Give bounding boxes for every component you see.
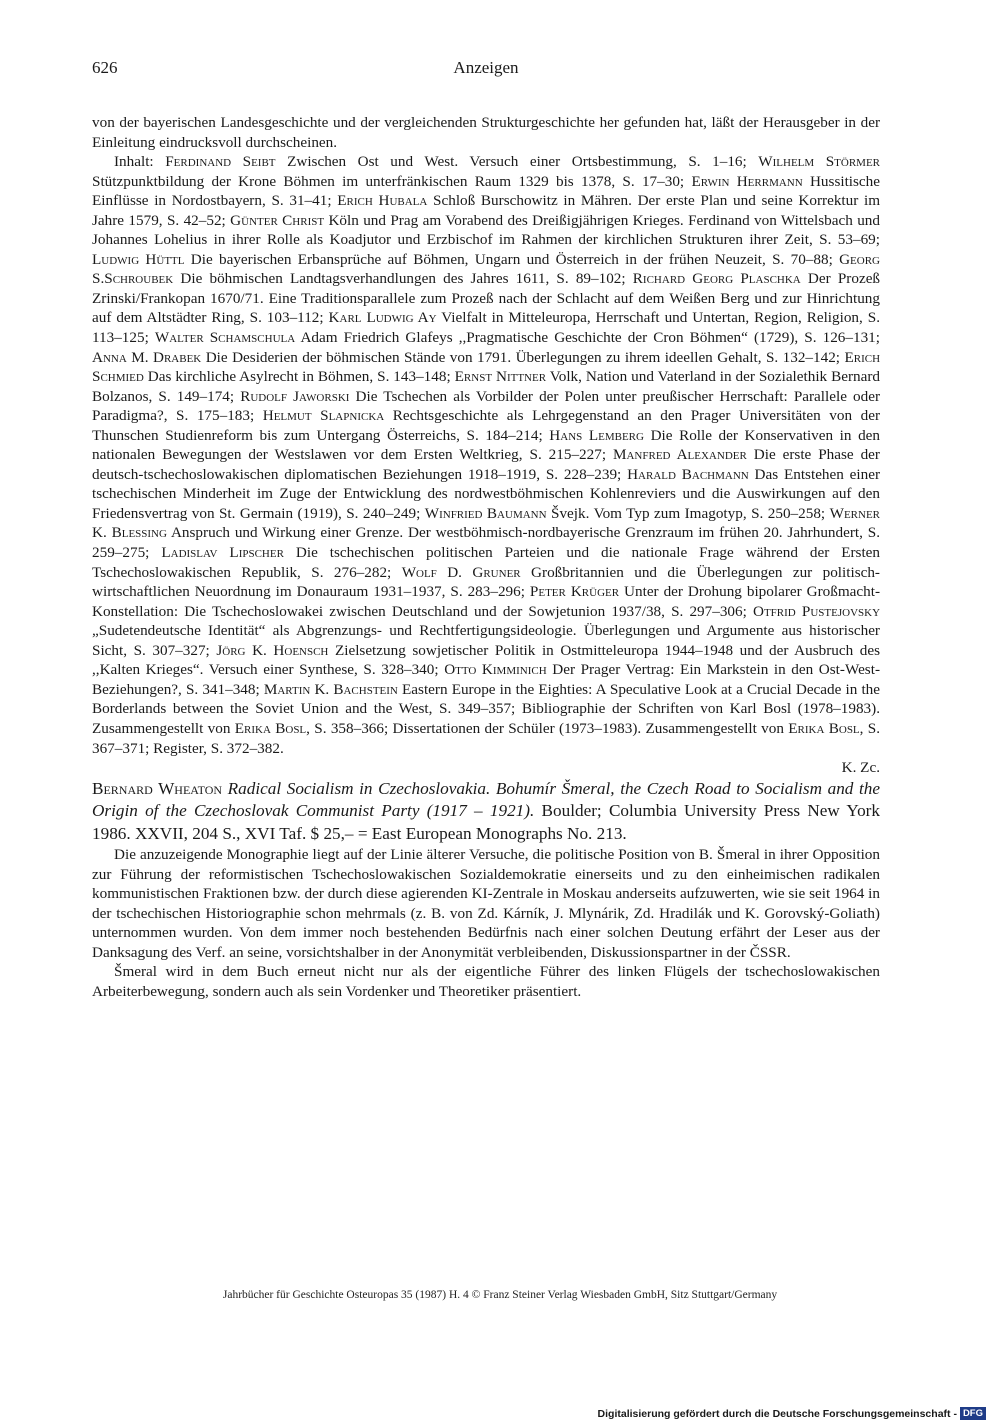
contents-entry-text: Die erste Phase der deutsch-tschechoslowakischen diplomatischen Beziehungen 1918–1919, S. 228–239;	[92, 446, 880, 483]
publication-details: Boulder; Columbia University Press New York 1986. XXVII, 204 S., XVI Taf. $ 25,– = East European Monographs No. 213.	[92, 801, 880, 843]
contents-author: Ladislav Lipscher	[161, 544, 284, 562]
contents-entry-text: Der Prager Vertrag: Ein Markstein in den Ost-West-Beziehungen?, S. 341–348;	[92, 661, 880, 698]
dfg-logo-icon: DFG	[960, 1407, 986, 1420]
contents-label: Inhalt:	[114, 153, 154, 171]
contents-entry-text: Zwischen Ost und West. Versuch einer Ortsbestimmung, S. 1–16;	[287, 153, 747, 171]
contents-author: Anna M. Drabek	[92, 348, 202, 366]
contents-entry-text: Die Rolle der Konservativen in den nationalen Bewegungen der Westslawen vor dem Ersten Weltkrieg, S. 215–227;	[92, 426, 880, 464]
contents-author: Erika Bosl	[788, 719, 860, 737]
contents-author: Winfried Baumann	[424, 504, 547, 522]
page-header	[92, 58, 880, 86]
contents-entry-text: Vielfalt in Mitteleuropa, Herrschaft und Untertan, Region, Religion, S. 113–125;	[92, 309, 880, 347]
contents-author: Richard Georg Plaschka	[632, 270, 801, 288]
book-title: Radical Socialism in Czechoslovakia. Bohumír Šmeral, the Czech Road to Socialism and the Origin of the Czechoslovak Communist Party (1917 – 1921).	[92, 778, 880, 821]
page-number: 626	[92, 58, 118, 77]
contents-author: Wilhelm Störmer	[758, 153, 881, 171]
contents-author: Günter Christ	[230, 211, 325, 229]
contents-author: Erwin Herrmann	[691, 172, 803, 190]
contents-entry-text: Die Tschechen als Vorbilder der Polen unter preußischer Herrschaft: Parallele oder Paradigma?, S. 175–183;	[92, 387, 881, 425]
page-footer: Jahrbücher für Geschichte Osteuropas 35 (1987) H. 4 © Franz Steiner Verlag Wiesbaden GmbH, Sitz Stuttgart/Germany	[222, 1289, 778, 1301]
contents-entry-text: , S. 358–366; Dissertationen der Schüler (1973–1983). Zusammengestellt von	[306, 719, 784, 737]
contents-author: Werner K. Blessing	[92, 504, 881, 542]
contents-entry-text: Die böhmischen Landtagsverhandlungen des Jahres 1611, S. 89–102;	[180, 270, 626, 288]
contents-author: Ferdinand Seibt	[165, 153, 276, 171]
dfg-funding-text: Digitalisierung gefördert durch die Deutsche Forschungsgemeinschaft -	[597, 1407, 957, 1420]
contents-entry-text: Stützpunktbildung der Krone Böhmen im unterfränkischen Raum 1329 bis 1378, S. 17–30;	[92, 172, 685, 190]
contents-author: Helmut Slapnicka	[262, 407, 385, 425]
contents-entry-text: , S. 367–371; Register, S. 372–382.	[92, 719, 881, 757]
contents-author: Karl Ludwig Ay	[328, 309, 437, 327]
contents-entry-text: Rechtsgeschichte als Lehrgegenstand an den Prager Universitäten von der Thunschen Studienreform bis zum Untergang Österreichs, S. 184–214;	[92, 407, 880, 444]
contents-entry-text: Großbritannien und die Überlegungen zur politisch-wirtschaftlichen Neuordnung im Donauraum 1931–1937, S. 283–296;	[92, 563, 880, 601]
contents-entry-text: Die tschechischen politischen Parteien und die nationale Frage während der Ersten Tschechoslowakischen Republik, S. 276–282;	[92, 544, 881, 581]
contents-author: Manfred Alexander	[612, 446, 747, 464]
contents-entry-text: Zielsetzung sowjetischer Politik in Ostmitteleuropa 1944–1948 und der Ausbruch des ,,Kalten Krieges“. Versuch einer Synthese, S. 328–340;	[92, 641, 881, 679]
contents-author: Rudolf Jaworski	[240, 387, 350, 405]
contents-entry-text: „Sudetendeutsche Identität“ als Abgrenzungs- und Rechtfertigungsideologie. Überlegungen und Argumente aus historischer Sicht, S. 307–327;	[92, 622, 880, 659]
contents-entry-text: Švejk. Vom Typ zum Imagotyp, S. 250–258;	[551, 504, 826, 522]
contents-author: Otfrid Pustejovsky	[753, 602, 881, 620]
contents-author: Wolf D. Gruner	[401, 563, 521, 581]
contents-author: Erich Schmied	[92, 348, 881, 386]
running-title: Anzeigen	[453, 58, 519, 77]
review-heading	[92, 778, 880, 846]
contents-entry-text: Die bayerischen Erbansprüche auf Böhmen, Ungarn und Österreich in der frühen Neuzeit, S. 70–88;	[190, 250, 833, 268]
contents-entry-text: Adam Friedrich Glafeys ,,Pragmatische Geschichte der Cron Böhmen“ (1729), S. 126–131;	[300, 329, 881, 347]
contents-author: Ludwig Hüttl	[92, 250, 185, 268]
review-paragraph: Die anzuzeigende Monographie liegt auf der Linie älterer Versuche, die politische Position von B. Šmeral in ihrer Opposition zur Führung der reformistischen Tschechoslowakischen Sozialdemokratie einerseits und zu den einheimischen radikalen kommunistischen Fraktionen bzw. der durch diese agierenden KI-Zentrale in Moskau anderseits aufzuwerten, wie sie seit 1964 in der tschechischen Historiographie schon mehrmals (z. B. von Zd. Kárník, J. Mlynárik, Zd. Hradilák und K. Gorovský-Goliath) unternommen wurden. Von dem immer noch bestehenden Bedürfnis nach einer solchen Deutung erfährt der Leser aus der Danksagung des Verf. an seine, vorsichtshalber in der Anonymität verbleibenden, Diskussionspartner in der ČSSR.	[92, 846, 880, 961]
contents-entry-text: Das Entstehen einer tschechischen Minderheit im Zuge der Entwicklung des nordwestböhmischen Kohlenreviers und die Auswirkungen auf den Friedensvertrag von St. Germain (1919), S. 240–249;	[92, 465, 881, 522]
dfg-funding-note	[598, 1407, 986, 1420]
contents-author: Erich Hubala	[337, 192, 428, 210]
contents-entry-text: Volk, Nation und Vaterland in der Sozialethik Bernard Bolzanos, S. 149–174;	[92, 368, 881, 405]
contents-entry-text: Unter der Drohung bipolarer Großmacht-Konstellation: Die Tschechoslowakei zwischen Deutschland und der Sowjetunion 1937/38, S. 297–306;	[92, 583, 881, 620]
review-continuation: von der bayerischen Landesgeschichte und der vergleichenden Strukturgeschichte her gefunden hat, läßt der Herausgeber in der Einleitung eindrucksvoll durchscheinen.	[92, 114, 880, 151]
contents-paragraph	[92, 152, 880, 758]
review-author: Bernard Wheaton	[92, 778, 223, 798]
review-paragraph: Šmeral wird in dem Buch erneut nicht nur als der eigentliche Führer des linken Flügels der tschechoslowakischen Arbeiterbewegung, sondern auch als sein Vordenker und Theoretiker präsentiert.	[92, 963, 880, 1000]
contents-entry-text: Eastern Europe in the Eighties: A Speculative Look at a Crucial Decade in the Borderlands between the Soviet Union and the West, S. 349–357; Bibliographie der Schriften von Karl Bosl (1978–1983). Zusammengestellt von	[92, 680, 881, 737]
reviewer-signature: K. Zc.	[841, 759, 880, 777]
contents-entry-text: Das kirchliche Asylrecht in Böhmen, S. 143–148;	[147, 368, 451, 386]
contents-entry-text: Köln und Prag am Vorabend des Dreißigjährigen Krieges. Ferdinand von Wittelsbach und Johannes Lohelius in ihrer Rolle als Koadjutor und Erzbischof im Rahmen der kirchlichen Strukturen ihrer Zeit, S. 53–69;	[92, 211, 880, 249]
contents-author: Hans Lemberg	[549, 426, 644, 444]
contents-entry-text: Die Desiderien der böhmischen Stände von 1791. Überlegungen zu ihrem ideellen Gehalt, S. 132–142;	[205, 348, 841, 366]
contents-author: Peter Krüger	[529, 583, 620, 601]
contents-author: Jörg K. Hoensch	[216, 641, 329, 659]
contents-author: Walter Schamschula	[154, 329, 296, 347]
contents-entry-text: Schloß Burschowitz in Mähren. Der erste Plan und seine Korrektur im Jahre 1579, S. 42–52;	[92, 192, 881, 229]
page-body	[92, 113, 880, 1001]
contents-author: Georg S.Schroubek	[92, 250, 881, 288]
contents-entry-text: Hussitische Einflüsse in Nordostbayern, S. 31–41;	[92, 172, 880, 210]
contents-author: Erika Bosl	[234, 719, 307, 737]
contents-author: Martin K. Bachstein	[263, 680, 398, 698]
contents-author: Otto Kimminich	[444, 661, 547, 679]
contents-entry-text: Der Prozeß Zrinski/Frankopan 1670/71. Eine Traditionsparallele zum Prozeß nach der Schlacht auf dem Weißen Berg und zur Hinrichtung auf dem Altstädter Ring, S. 103–112;	[92, 270, 881, 327]
contents-author: Ernst Nittner	[454, 368, 547, 386]
contents-entry-text: Anspruch und Wirkung einer Grenze. Der westböhmisch-nordbayerische Grenzraum im frühen 20. Jahrhundert, S. 259–275;	[92, 524, 880, 562]
contents-author: Harald Bachmann	[627, 465, 749, 483]
